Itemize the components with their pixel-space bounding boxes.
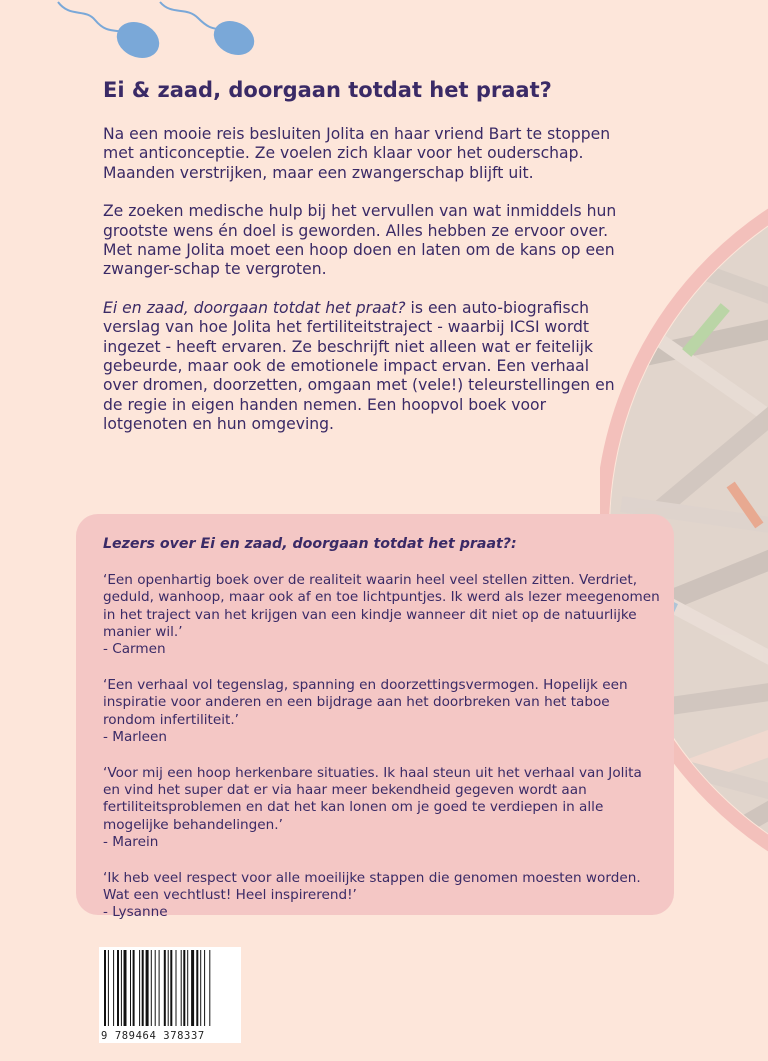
barcode-bar (151, 950, 152, 1026)
review-text: ‘Voor mij een hoop herkenbare situaties. Ik haal steun uit het verhaal van Jolita en vind het super dat er via haar meer bekendheid gegeven wordt aan fertiliteitsproblemen en dat het kan lonen om je goed te verdiepen in alle mogelijke behandelingen.’ (103, 765, 642, 833)
barcode-bar (164, 950, 166, 1026)
intro-paragraph-1: Na een mooie reis besluiten Jolita en haar vriend Bart te stoppen met anticonceptie. Ze voelen zich klaar voor het ouderschap. Maanden verstrijken, maar een zwangerschap blijft uit. (103, 125, 611, 182)
barcode-bar (124, 950, 127, 1026)
barcode-bar (155, 950, 156, 1026)
intro-text (103, 125, 623, 454)
barcode-bar (209, 950, 210, 1026)
barcode-bar (139, 950, 140, 1026)
review-author: - Carmen (103, 641, 166, 658)
barcode-bar (159, 950, 160, 1026)
reviews-heading: Lezers over Ei en zaad, doorgaan totdat het praat?: (103, 536, 517, 552)
barcode-bar (200, 950, 201, 1026)
barcode-bar (183, 950, 185, 1026)
barcode-bar (117, 950, 119, 1026)
review-text: ‘Een openhartig boek over de realiteit waarin heel veel stellen zitten. Verdriet, geduld, wanhoop, maar ook af en toe lichtpuntjes. Ik werd als lezer meegenomen in het traject van het krijgen van een kindje wanneer dit niet op de natuurlijke manier wil.’ (103, 572, 660, 640)
isbn-number: 9 789464 378337 (101, 1030, 205, 1042)
barcode-bar (130, 950, 131, 1026)
barcode (99, 947, 241, 1043)
barcode-bar (196, 950, 198, 1026)
review-author: - Marein (103, 833, 159, 850)
barcode-bar (108, 950, 109, 1026)
intro-paragraph-3-text: is een auto-biografisch verslag van hoe Jolita het fertiliteitstraject - waarbij ICSI wordt ingezet - heeft ervaren. Ze beschrijft niet alleen wat er feitelijk gebeurde, maar ook de emotionele impact ervan. Een verhaal over dromen, doorzetten, omgaan met (vele!) teleurstellingen en de regie in eigen handen nemen. Een hoopvol boek voor lotgenoten en hun omgeving. (103, 298, 615, 434)
intro-paragraph-3 (103, 299, 623, 435)
review-item (103, 765, 663, 851)
barcode-bar (146, 950, 149, 1026)
barcode-bar (170, 950, 172, 1026)
review-author: - Lysanne (103, 904, 168, 921)
intro-paragraph-2: Ze zoeken medische hulp bij het vervullen van wat inmiddels hun grootste wens én doel is geworden. Alles hebben ze ervoor over. Met name Jolita moet een hoop doen en laten om de kans op een zwanger-schap te vergroten. (103, 202, 617, 279)
barcode-bar (187, 950, 188, 1026)
review-item (103, 870, 663, 922)
review-item (103, 677, 663, 746)
barcode-bar (142, 950, 144, 1026)
barcode-bar (181, 950, 182, 1026)
barcode-bar (204, 950, 205, 1026)
reviews-box (76, 514, 674, 921)
barcode-bar (104, 950, 106, 1026)
review-author: - Marleen (103, 728, 167, 745)
barcode-bar (113, 950, 114, 1026)
sperm-illustration (0, 0, 280, 70)
barcode-bars (102, 950, 238, 1026)
barcode-bar (176, 950, 177, 1026)
book-title-italic: Ei en zaad, doorgaan totdat het praat? (103, 298, 406, 317)
review-text: ‘Een verhaal vol tegenslag, spanning en doorzettingsvermogen. Hopelijk een inspiratie voor anderen en een bijdrage aan het doorbreken van het taboe rondom infertiliteit.’ (103, 677, 628, 728)
page-title: Ei & zaad, doorgaan totdat het praat? (103, 78, 552, 102)
barcode-bar (133, 950, 135, 1026)
barcode-bar (168, 950, 169, 1026)
review-text: ‘Ik heb veel respect voor alle moeilijke stappen die genomen moesten worden. Wat een vechtlust! Heel inspirerend!’ (103, 870, 641, 904)
barcode-bar (121, 950, 122, 1026)
review-item (103, 572, 663, 658)
barcode-bar (191, 950, 194, 1026)
